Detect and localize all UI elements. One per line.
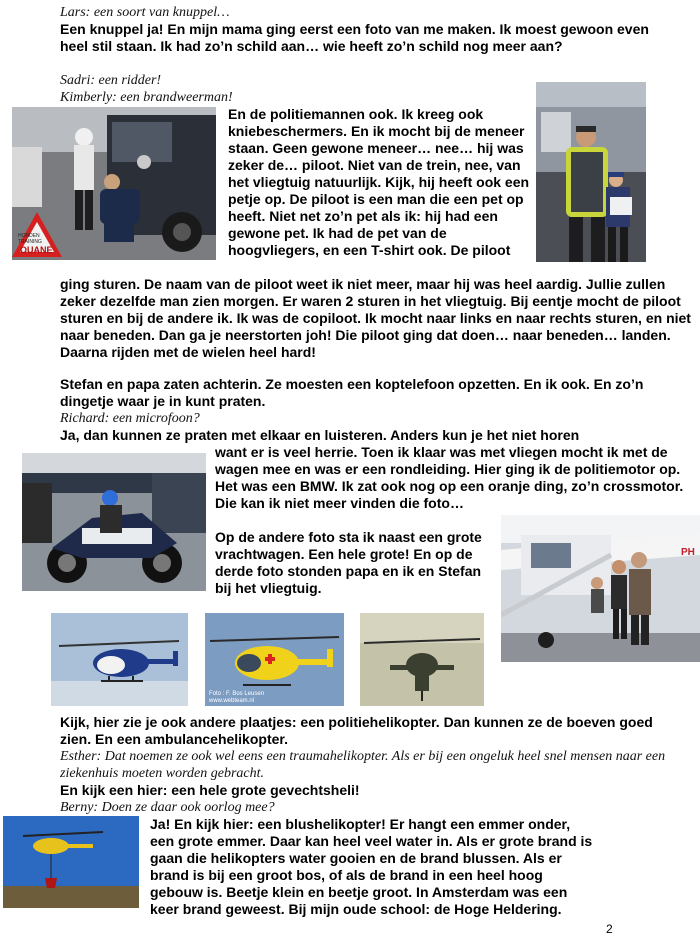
paragraph-koptelefoon: Stefan en papa zaten achterin. Ze moesten een koptelefoon opzetten. En ik ook. En zo’n dingetje waar je in kunt praten. <box>60 376 644 409</box>
quote-kimberly: Kimberly: een brandweerman! <box>60 90 233 105</box>
paragraph-blushelikopter: Ja! En kijk hier: een blushelikopter! Er hangt een emmer onder, een grote emmer. Daar kan heel veel water in. Als er grote brand is gaan die helikopters water gooien en de brand blussen. Als er brand is bij een groot bos, of als de brand in een heel hoog gebouw is. Beetje klein en beetje groot. In Amsterdam was een keer brand geweest. Bij mijn oude school: de Hoge Heldering. <box>150 816 593 917</box>
photo-combat-helicopter <box>360 613 484 706</box>
heli-photo-credit-url: www.webteam.nl <box>209 698 255 704</box>
photo-pilot-child <box>536 82 646 262</box>
paragraph-sturen: ging sturen. De naam van de piloot weet ik niet meer, maar hij was heel aardig. Jullie zullen zeker dezelfde man zien morgen. Er waren 2 sturen in het vliegtuig. Bij eentje mocht de piloot sturen en bij de andere ik. Ik was de copiloot. Ik mocht naar links en naar rechts sturen, en niet naar beneden. Dan ga je neerstorten joh! Die piloot ging dat doen… naar beneden… landen. Daarna rijden met de wielen heel hard! <box>60 276 691 360</box>
photo-police-van <box>12 107 216 260</box>
paragraph-rondleiding: want er is veel herrie. Toen ik klaar was met vliegen mocht ik met de wagen mee en was er een rondleiding. Hier ging ik de politiemotor op. Het was een BMW. Ik zat ook nog op een oranje ding, zo’n crossmotor. Die kan ik niet meer vinden die foto… <box>215 444 684 511</box>
photo-police-motorcycle <box>22 453 206 591</box>
quote-lars: Lars: een soort van knuppel… <box>60 5 230 20</box>
quote-sadri: Sadri: een ridder! <box>60 73 162 88</box>
paragraph-vrachtwagen: Op de andere foto sta ik naast een grote vrachtwagen. Een hele grote! En op de derde foto stonden papa en ik en Stefan bij het vliegtuig. <box>215 529 482 596</box>
paragraph-praten: Ja, dan kunnen ze praten met elkaar en luisteren. Anders kun je het niet horen <box>60 427 580 443</box>
plane-registration-mark: PH <box>681 547 695 558</box>
sign-text-3: OUANE <box>20 245 53 255</box>
page-number: 2 <box>606 922 613 936</box>
paragraph-gevechtsheli: En kijk een hier: een hele grote gevechtsheli! <box>60 782 360 798</box>
sign-text-1: HONDEN <box>18 233 40 239</box>
sign-text-2: TRAINING <box>18 239 42 245</box>
paragraph-piloot: En de politiemannen ook. Ik kreeg ook kniebeschermers. En ik mocht bij de meneer staan. Geen gewone meneer… nee… hij was zeker de… piloot. Niet van de trein, nee, van het vliegtuig natuurlijk. Kijk, hij heeft ook een petje op. De piloot is een man die een pet op heeft. Niet net zo’n pet als ik: hij had een gewone pet. Ik had de pet van de hoogvliegers, en een T-shirt ook. De piloot <box>228 106 530 258</box>
heli-photo-credit: Foto : F. Bos Leusen <box>209 691 265 697</box>
photo-family-airplane <box>501 515 700 662</box>
photo-firefighting-helicopter <box>3 816 139 908</box>
paragraph-knuppel: Een knuppel ja! En mijn mama ging eerst een foto van me maken. Ik moest gewoon even heel stil staan. Ik had zo’n schild aan… wie heeft zo’n schild nog meer aan? <box>60 21 649 54</box>
quote-esther: Esther: Dat noemen ze ook wel eens een traumahelikopter. Als er bij een ongeluk heel snel mensen naar een ziekenhuis moeten worden gebracht. <box>60 749 666 781</box>
quote-richard: Richard: een microfoon? <box>60 411 200 426</box>
photo-ambulance-helicopter <box>205 613 344 706</box>
paragraph-helikopters: Kijk, hier zie je ook andere plaatjes: een politiehelikopter. Dan kunnen ze de boeven goed zien. En een ambulancehelikopter. <box>60 714 653 747</box>
photo-police-helicopter <box>51 613 188 706</box>
quote-berny: Berny: Doen ze daar ook oorlog mee? <box>60 800 275 815</box>
